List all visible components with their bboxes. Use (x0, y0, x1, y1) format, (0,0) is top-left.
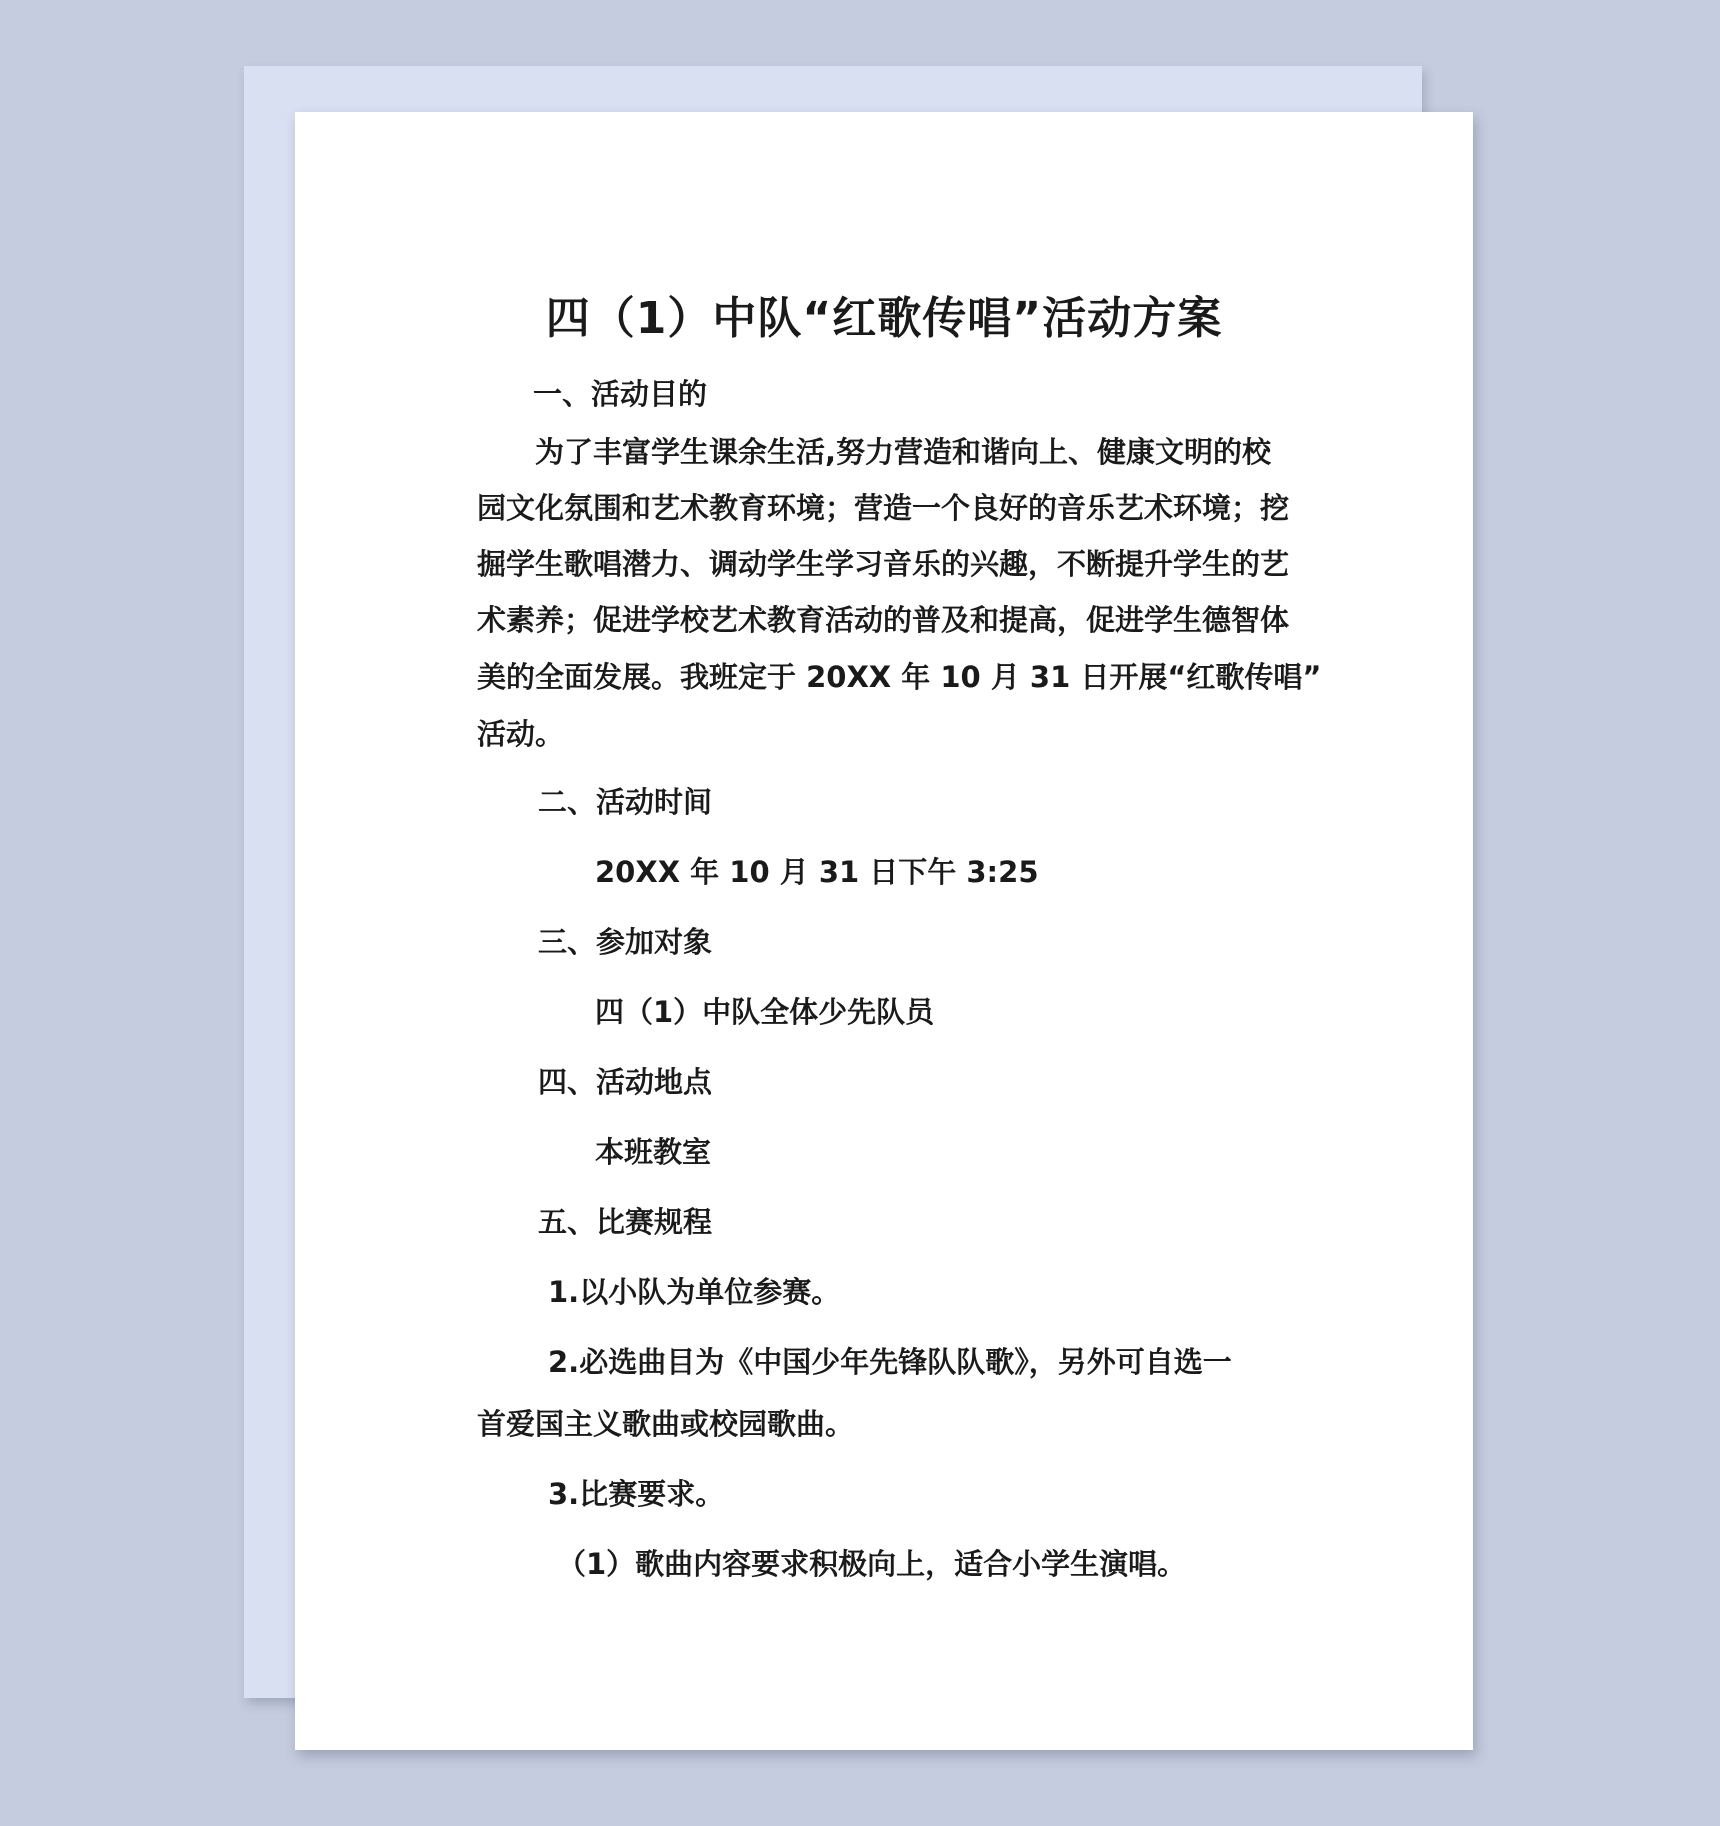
rule-2-line-2: 首爱国主义歌曲或校园歌曲。 (477, 1407, 855, 1441)
rule-3: 3.比赛要求。 (548, 1477, 725, 1511)
purpose-line: 园文化氛围和艺术教育环境；营造一个良好的音乐艺术环境；挖 (477, 491, 1290, 525)
purpose-line: 术素养；促进学校艺术教育活动的普及和提高，促进学生德智体 (477, 603, 1290, 637)
section-heading-purpose: 一、活动目的 (533, 377, 708, 411)
rule-2-line-1: 2.必选曲目为《中国少年先锋队队歌》，另外可自选一 (548, 1345, 1232, 1379)
location-value: 本班教室 (595, 1135, 712, 1169)
document-page (295, 112, 1473, 1750)
rule-3-1: （1）歌曲内容要求积极向上，适合小学生演唱。 (557, 1547, 1187, 1581)
document-title: 四（1）中队“红歌传唱”活动方案 (545, 293, 1223, 344)
purpose-line: 美的全面发展。我班定于 20XX 年 10 月 31 日开展“红歌传唱” (477, 660, 1322, 694)
rule-1: 1.以小队为单位参赛。 (548, 1275, 841, 1309)
section-heading-location: 四、活动地点 (538, 1065, 713, 1099)
section-heading-rules: 五、比赛规程 (538, 1205, 713, 1239)
purpose-line: 掘学生歌唱潜力、调动学生学习音乐的兴趣，不断提升学生的艺 (477, 547, 1290, 581)
time-value: 20XX 年 10 月 31 日下午 3:25 (595, 855, 1039, 889)
section-heading-time: 二、活动时间 (538, 785, 713, 819)
purpose-line: 活动。 (477, 717, 565, 751)
section-heading-participants: 三、参加对象 (538, 925, 713, 959)
purpose-line: 为了丰富学生课余生活,努力营造和谐向上、健康文明的校 (535, 435, 1272, 469)
participants-value: 四（1）中队全体少先队员 (595, 995, 935, 1029)
